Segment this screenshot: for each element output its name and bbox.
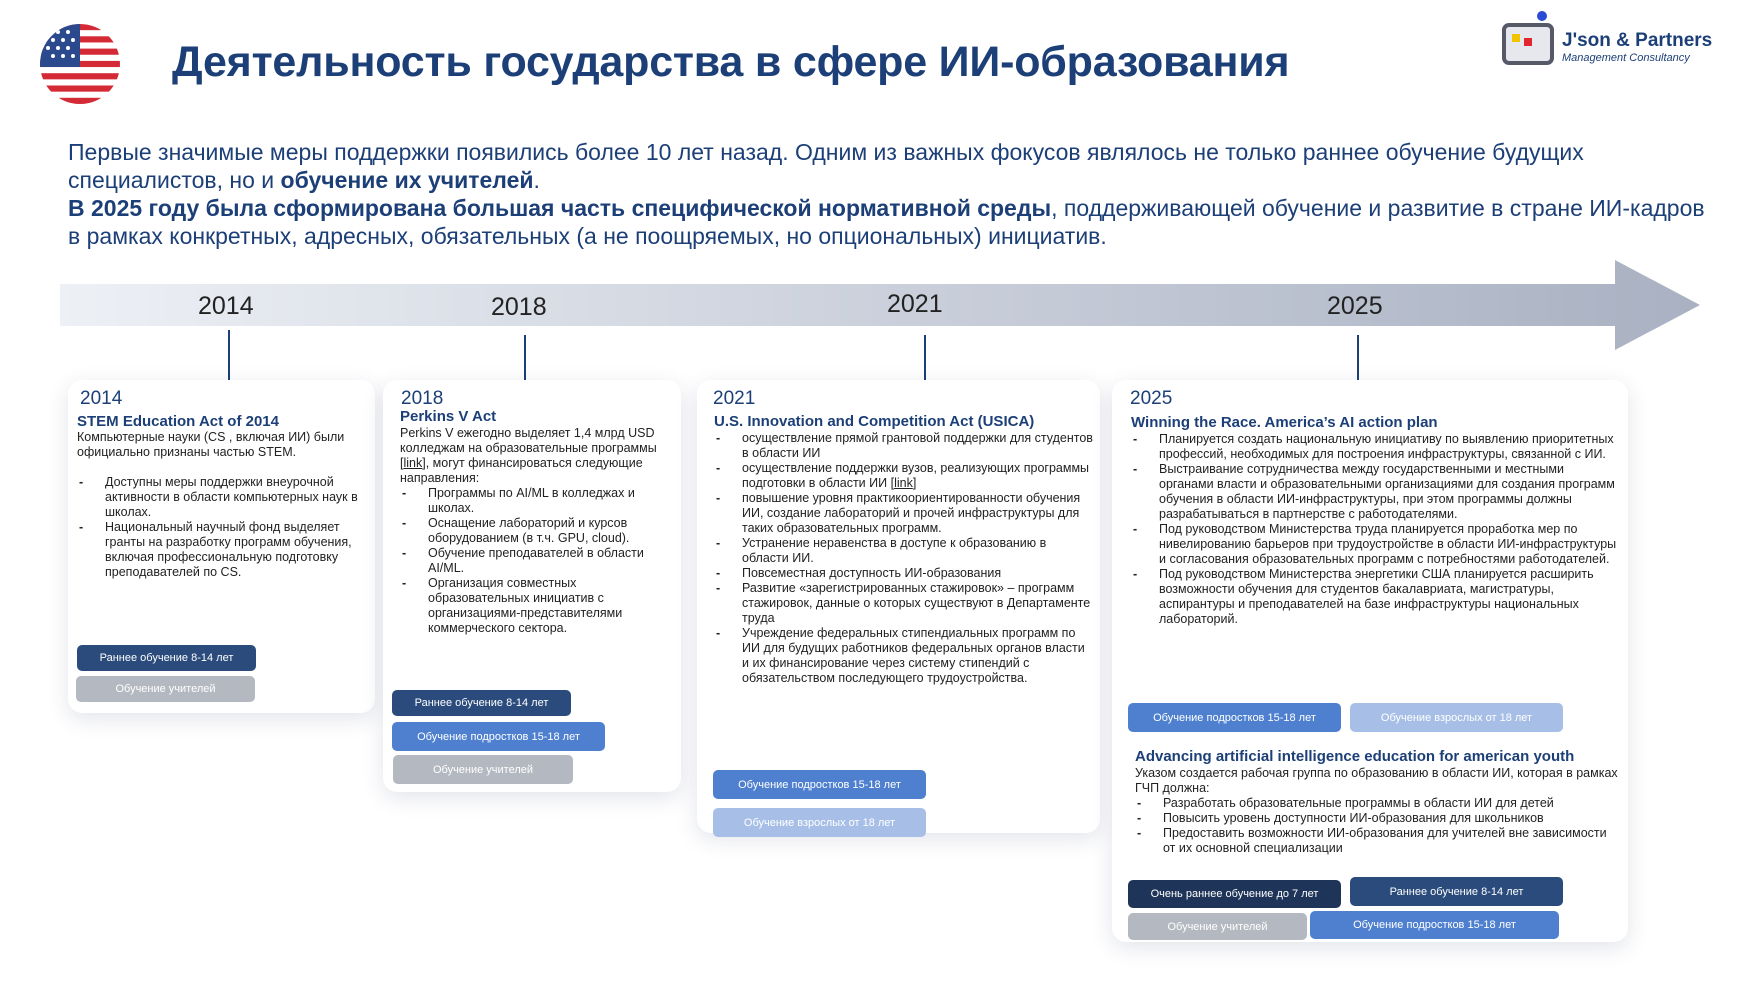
card-2025: [1112, 380, 1628, 942]
act-title: Perkins V Act: [400, 408, 497, 425]
intro-text: [68, 138, 1708, 250]
timeline-tick: [228, 330, 230, 380]
list-item: - Организация совместных образовательных инициатив с организациями-представителями коммерческого сектора.: [400, 576, 675, 636]
act-title-2: Advancing artificial intelligence education for american youth: [1135, 748, 1575, 765]
act-title: STEM Education Act of 2014: [77, 413, 279, 430]
card-year: 2021: [713, 388, 756, 409]
list-item: - Устранение неравенства в доступе к образованию в области ИИ.: [714, 536, 1094, 566]
list-item: - Разработать образовательные программы в области ИИ для детей: [1135, 796, 1621, 811]
timeline-arrow: [60, 260, 1700, 350]
logo-icon: [1500, 10, 1560, 70]
list-item: - Доступны меры поддержки внеурочной активности в области компьютерных наук в школах.: [77, 475, 365, 520]
list-item: - осуществление поддержки вузов, реализующих программы подготовки в области ИИ [link]: [714, 461, 1094, 491]
card-body: [1131, 432, 1621, 627]
list-item: - Повсеместная доступность ИИ-образования: [714, 566, 1094, 581]
list-item: - Планируется создать национальную инициативу по выявлению приоритетных профессий, необходимых для построения инфраструктуры, связанной с ИИ.: [1131, 432, 1621, 462]
act-title: U.S. Innovation and Competition Act (USICA): [714, 413, 1035, 430]
tag-teacher-training: Обучение учителей: [76, 676, 255, 702]
card-intro: Компьютерные науки (CS , включая ИИ) были официально признаны частью STEM.: [77, 430, 345, 459]
act-title: Winning the Race. America’s AI action plan: [1131, 414, 1438, 431]
tag-very-early-learning: Очень раннее обучение до 7 лет: [1128, 880, 1341, 908]
card-body-2: [1135, 766, 1621, 856]
card-intro: Perkins V ежегодно выделяет 1,4 млрд USD колледжам на образовательные программы [link], могут финансироваться следующие направления:: [400, 426, 657, 485]
timeline-year-2014: 2014: [198, 292, 254, 320]
list-item: - Предоставить возможности ИИ-образования для учителей вне зависимости от их основной специализации: [1135, 826, 1621, 856]
tag-teen-learning: Обучение подростков 15-18 лет: [1128, 703, 1341, 732]
list-item: - Учреждение федеральных стипендиальных программ по ИИ для будущих работников федеральных органов власти и их финансирование через систему стипендий с обязательством последующего трудоустройства.: [714, 626, 1094, 686]
tag-early-learning: Раннее обучение 8-14 лет: [77, 645, 256, 671]
company-logo: [1500, 10, 1725, 70]
list-item: - Национальный научный фонд выделяет гранты на разработку программ обучения, включая профессиональную подготовку преподавателей по CS.: [77, 520, 365, 580]
timeline-tick: [1357, 335, 1359, 385]
tag-teacher-training: Обучение учителей: [1128, 913, 1307, 940]
timeline-tick: [524, 335, 526, 385]
timeline-year-2025: 2025: [1327, 292, 1383, 320]
intro-paragraph-1: Первые значимые меры поддержки появились более 10 лет назад. Одним из важных фокусов являлось не только раннее обучение будущих специалистов, но и обучение их учителей.: [68, 139, 1584, 193]
timeline-tick: [924, 335, 926, 385]
list-item: - осуществление прямой грантовой поддержки для студентов в области ИИ: [714, 431, 1094, 461]
list-item: - Выстраивание сотрудничества между государственными и местными органами власти и образовательными организациями для создания программ обучения в области ИИ-инфраструктуры, при этом программы должны разрабатываться в партнерстве с работодателями.: [1131, 462, 1621, 522]
list-item: - Под руководством Министерства энергетики США планируется расширить возможности обучения для студентов бакалавриата, магистратуры, аспирантуры и преподавателей на базе инфраструктуры национальных лабораторий.: [1131, 567, 1621, 627]
list-item: - Оснащение лабораторий и курсов оборудованием (в т.ч. GPU, cloud).: [400, 516, 675, 546]
timeline-year-2018: 2018: [491, 293, 547, 321]
logo-name: J'son & Partners: [1562, 30, 1713, 51]
list-item: - Повысить уровень доступности ИИ-образования для школьников: [1135, 811, 1621, 826]
tag-teen-learning: Обучение подростков 15-18 лет: [1310, 911, 1559, 939]
page-title: Деятельность государства в сфере ИИ-образования: [172, 38, 1290, 86]
card-year: 2018: [401, 388, 444, 409]
list-item: - повышение уровня практикоориентированности обучения ИИ, создание лабораторий и прочей инфраструктуры для таких образовательных программ.: [714, 491, 1094, 536]
tag-early-learning: Раннее обучение 8-14 лет: [1350, 877, 1563, 906]
list-item: - Развитие «зарегистрированных стажировок» – программ стажировок, данные о которых существуют в Департаменте труда: [714, 581, 1094, 626]
tag-teen-learning: Обучение подростков 15-18 лет: [713, 770, 926, 799]
tag-early-learning: Раннее обучение 8-14 лет: [392, 690, 571, 716]
list-item: - Программы по AI/ML в колледжах и школах.: [400, 486, 675, 516]
list-item: - Под руководством Министерства труда планируется проработка мер по нивелированию барьеров при трудоустройстве в области ИИ-инфраструктуры и согласования образовательных программ с потребностями работодателей.: [1131, 522, 1621, 567]
tag-teacher-training: Обучение учителей: [393, 755, 573, 784]
us-flag-icon: [40, 24, 120, 104]
tag-teen-learning: Обучение подростков 15-18 лет: [392, 722, 605, 751]
logo-subtitle: Management Consultancy: [1562, 52, 1690, 64]
source-link[interactable]: link: [403, 456, 423, 470]
card-2021: [697, 380, 1100, 833]
timeline-year-2021: 2021: [887, 290, 943, 318]
card-2018: [383, 380, 681, 792]
tag-adult-learning: Обучение взрослых от 18 лет: [1350, 703, 1563, 732]
card-body: [400, 426, 675, 636]
card-year: 2014: [80, 388, 123, 409]
card-body: [714, 431, 1094, 686]
card-year: 2025: [1130, 388, 1173, 409]
card-intro: Указом создается рабочая группа по образованию в области ИИ, которая в рамках ГЧП должна:: [1135, 766, 1618, 795]
card-body: [77, 430, 365, 580]
source-link[interactable]: link: [894, 476, 913, 490]
tag-adult-learning: Обучение взрослых от 18 лет: [713, 808, 926, 837]
intro-paragraph-2: В 2025 году была сформирована большая часть специфической нормативной среды, поддерживающей обучение и развитие в стране ИИ-кадров в рамках конкретных, адресных, обязательных (а не поощряемых, но опциональных) инициатив.: [68, 195, 1705, 249]
list-item: - Обучение преподавателей в области AI/ML.: [400, 546, 675, 576]
card-2014: [68, 380, 375, 713]
